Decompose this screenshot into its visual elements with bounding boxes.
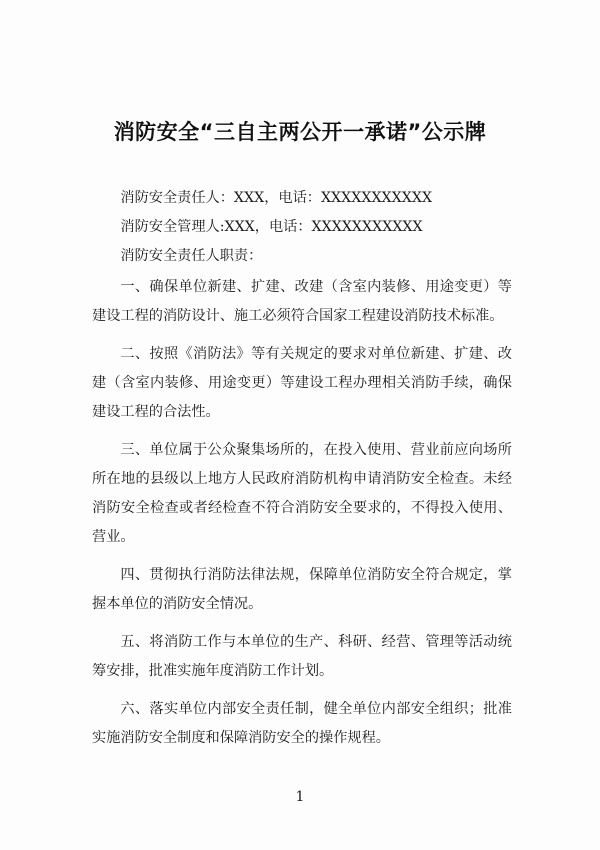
manager-person-line: 消防安全管理人:XXX，电话：XXXXXXXXXXX <box>120 219 423 235</box>
document-title: 消防安全“三自主两公开一承诺”公示牌 <box>113 120 487 144</box>
duty-paragraph-1: 一、确保单位新建、扩建、改建（含室内装修、用途变更）等建设工程的消防设计、施工必须符合国家工程建设消防技术标准。 <box>92 279 512 324</box>
duty-paragraph-4: 四、贯彻执行消防法律法规，保障单位消防安全符合规定，掌握本单位的消防安全情况。 <box>92 567 512 612</box>
duty-paragraph-5: 五、将消防工作与本单位的生产、科研、经营、管理等活动统筹安排，批准实施年度消防工作计划。 <box>92 634 512 679</box>
duty-paragraph-3: 三、单位属于公众聚集场所的，在投入使用、营业前应向场所所在地的县级以上地方人民政府消防机构申请消防安全检查。未经消防安全检查或者经检查不符合消防安全要求的，不得投入使用、营业。 <box>92 442 512 545</box>
responsible-person-line: 消防安全责任人：XXX，电话：XXXXXXXXXXX <box>120 190 433 206</box>
page-number: 1 <box>295 789 305 805</box>
duties-heading: 消防安全责任人职责： <box>120 248 263 264</box>
duty-paragraph-2: 二、按照《消防法》等有关规定的要求对单位新建、扩建、改建（含室内装修、用途变更）等建设工程办理相关消防手续，确保建设工程的合法性。 <box>92 346 512 420</box>
document-body <box>92 184 512 762</box>
duty-paragraph-6: 六、落实单位内部安全责任制，健全单位内部安全组织；批准实施消防安全制度和保障消防安全的操作规程。 <box>92 701 512 746</box>
